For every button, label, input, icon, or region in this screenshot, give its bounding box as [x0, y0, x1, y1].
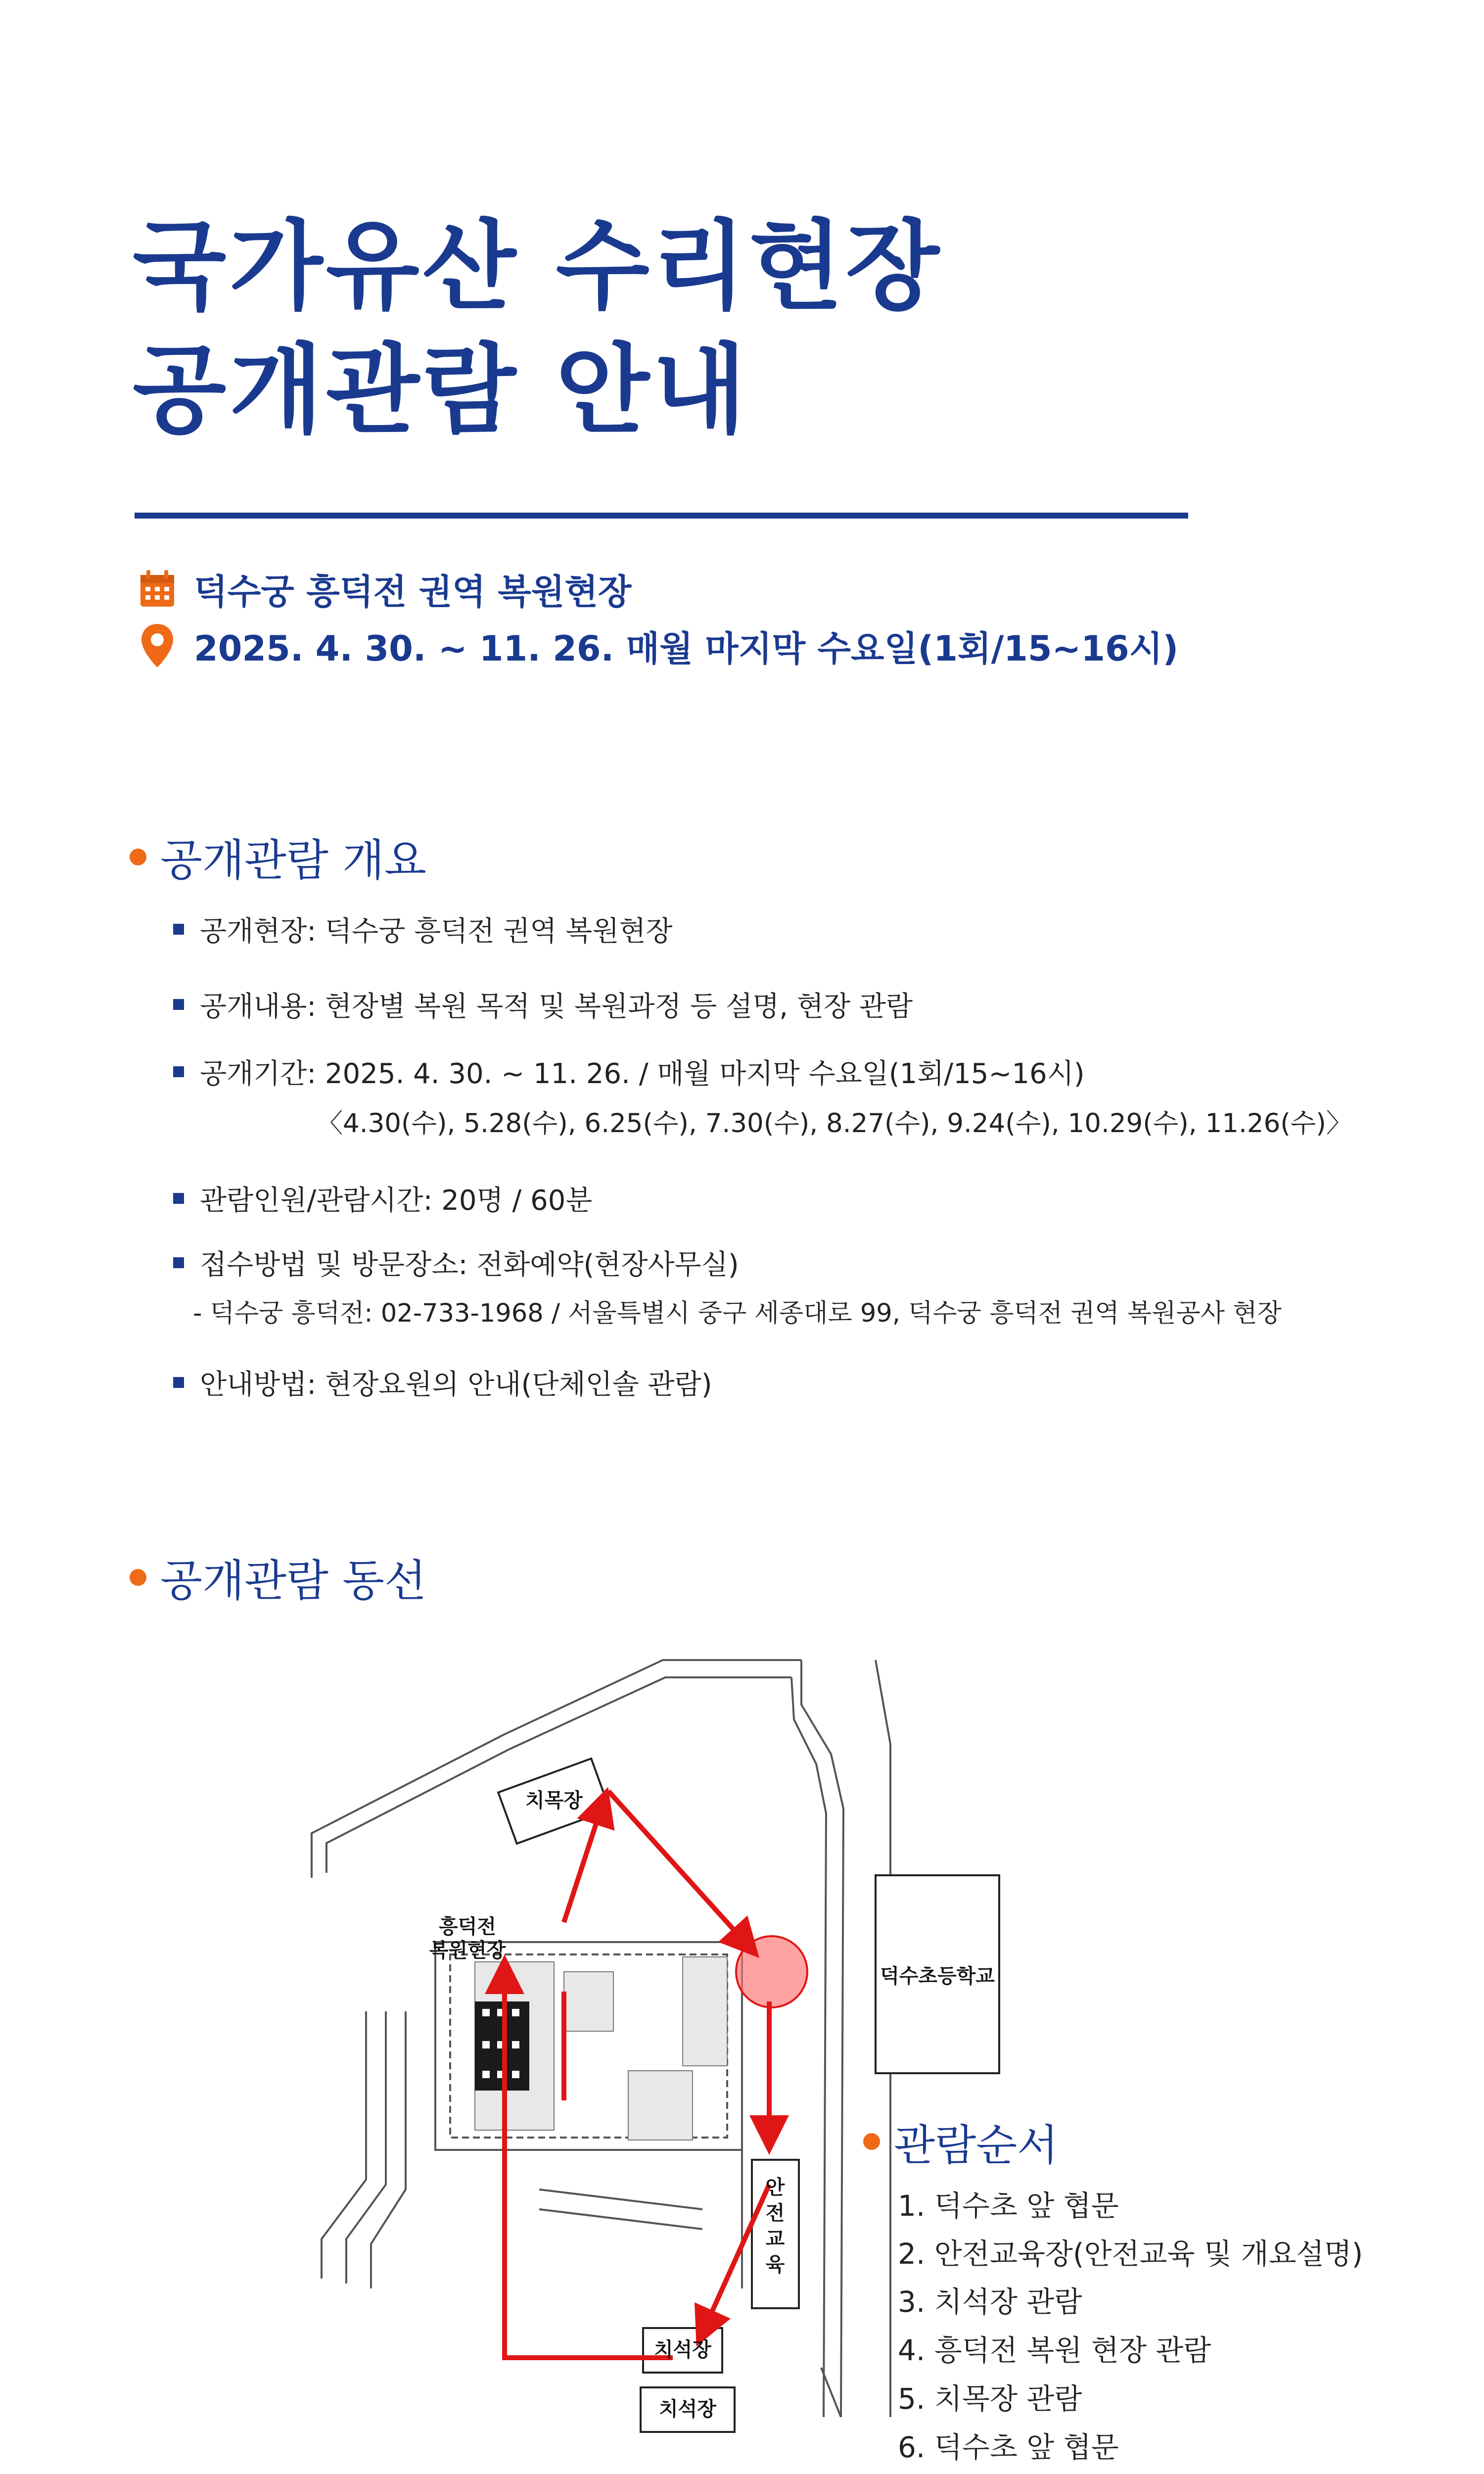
order-item: 1. 덕수초 앞 협문 — [898, 2189, 1119, 2223]
section-dot — [130, 1569, 146, 1586]
overview-item-text: 관람인원/관람시간: 20명 / 60분 — [200, 1185, 593, 1217]
order-heading-text: 관람순서 — [894, 2121, 1059, 2170]
overview-item — [173, 909, 673, 949]
map-label-chiseokjang-1: 치석장 — [654, 2338, 711, 2361]
bullet-square — [173, 999, 184, 1010]
title-divider — [135, 513, 1188, 519]
location-row — [138, 564, 632, 614]
calendar-icon — [138, 567, 177, 611]
order-item: 6. 덕수초 앞 협문 — [898, 2430, 1119, 2464]
bullet-square — [173, 1193, 184, 1204]
overview-item-text: 공개내용: 현장별 복원 목적 및 복원과정 등 설명, 현장 관람 — [200, 991, 913, 1023]
order-item: 2. 안전교육장(안전교육 및 개요설명) — [898, 2237, 1363, 2271]
overview-item — [173, 1363, 712, 1402]
overview-dates-detail: 〈4.30(수), 5.28(수), 6.25(수), 7.30(수), 8.27(수), 9.24(수), 10.29(수), 11.26(수)〉 — [317, 1108, 1352, 1139]
route-heading — [130, 1548, 426, 1607]
overview-item-text: 공개현장: 덕수궁 흥덕전 권역 복원현장 — [200, 915, 673, 948]
overview-item — [173, 1179, 592, 1218]
order-item: 5. 치목장 관람 — [898, 2382, 1082, 2416]
overview-item — [173, 1243, 739, 1283]
overview-contact-detail: - 덕수궁 흥덕전: 02-733-1968 / 서울특별시 중구 세종대로 99, 덕수궁 흥덕전 권역 복원공사 현장 — [193, 1299, 1282, 1328]
overview-heading — [130, 827, 426, 887]
map-label-heungdeokjeon: 흥덕전 복원현장 — [429, 1915, 506, 1962]
schedule-text: 2025. 4. 30. ~ 11. 26. 매월 마지막 수요일(1회/15~16시) — [194, 628, 1179, 669]
location-pin-icon — [138, 623, 177, 668]
schedule-row — [138, 621, 1178, 670]
map-label-safety-education: 안 전 교 육 — [765, 2176, 785, 2276]
page-title-line-2: 공개관람 안내 — [133, 333, 749, 447]
section-dot — [863, 2133, 880, 2150]
bullet-square — [173, 1377, 184, 1388]
bullet-square — [173, 924, 184, 935]
overview-item-text: 안내방법: 현장요원의 안내(단체인솔 관람) — [200, 1369, 712, 1401]
location-text: 덕수궁 흥덕전 권역 복원현장 — [194, 571, 632, 612]
map-label-school: 덕수초등학교 — [880, 1965, 995, 1988]
route-map-drawing — [307, 1645, 1197, 2447]
bullet-square — [173, 1257, 184, 1268]
overview-item — [173, 1052, 1085, 1092]
overview-heading-text: 공개관람 개요 — [160, 835, 427, 886]
route-map — [307, 1645, 1197, 2447]
route-heading-text: 공개관람 동선 — [160, 1555, 427, 1606]
overview-item — [173, 985, 913, 1024]
page-title-line-1: 국가유산 수리현장 — [133, 209, 942, 323]
order-heading — [863, 2112, 1058, 2171]
overview-item-text: 접수방법 및 방문장소: 전화예약(현장사무실) — [200, 1249, 739, 1281]
bullet-square — [173, 1066, 184, 1077]
map-label-chimokjang: 치목장 — [525, 1789, 583, 1812]
order-item: 3. 치석장 관람 — [898, 2285, 1082, 2319]
overview-item-text: 공개기간: 2025. 4. 30. ~ 11. 26. / 매월 마지막 수요일(1회/15~16시) — [200, 1058, 1085, 1090]
section-dot — [130, 849, 146, 865]
order-item: 4. 흥덕전 복원 현장 관람 — [898, 2333, 1211, 2367]
map-label-chiseokjang-2: 치석장 — [659, 2398, 716, 2421]
